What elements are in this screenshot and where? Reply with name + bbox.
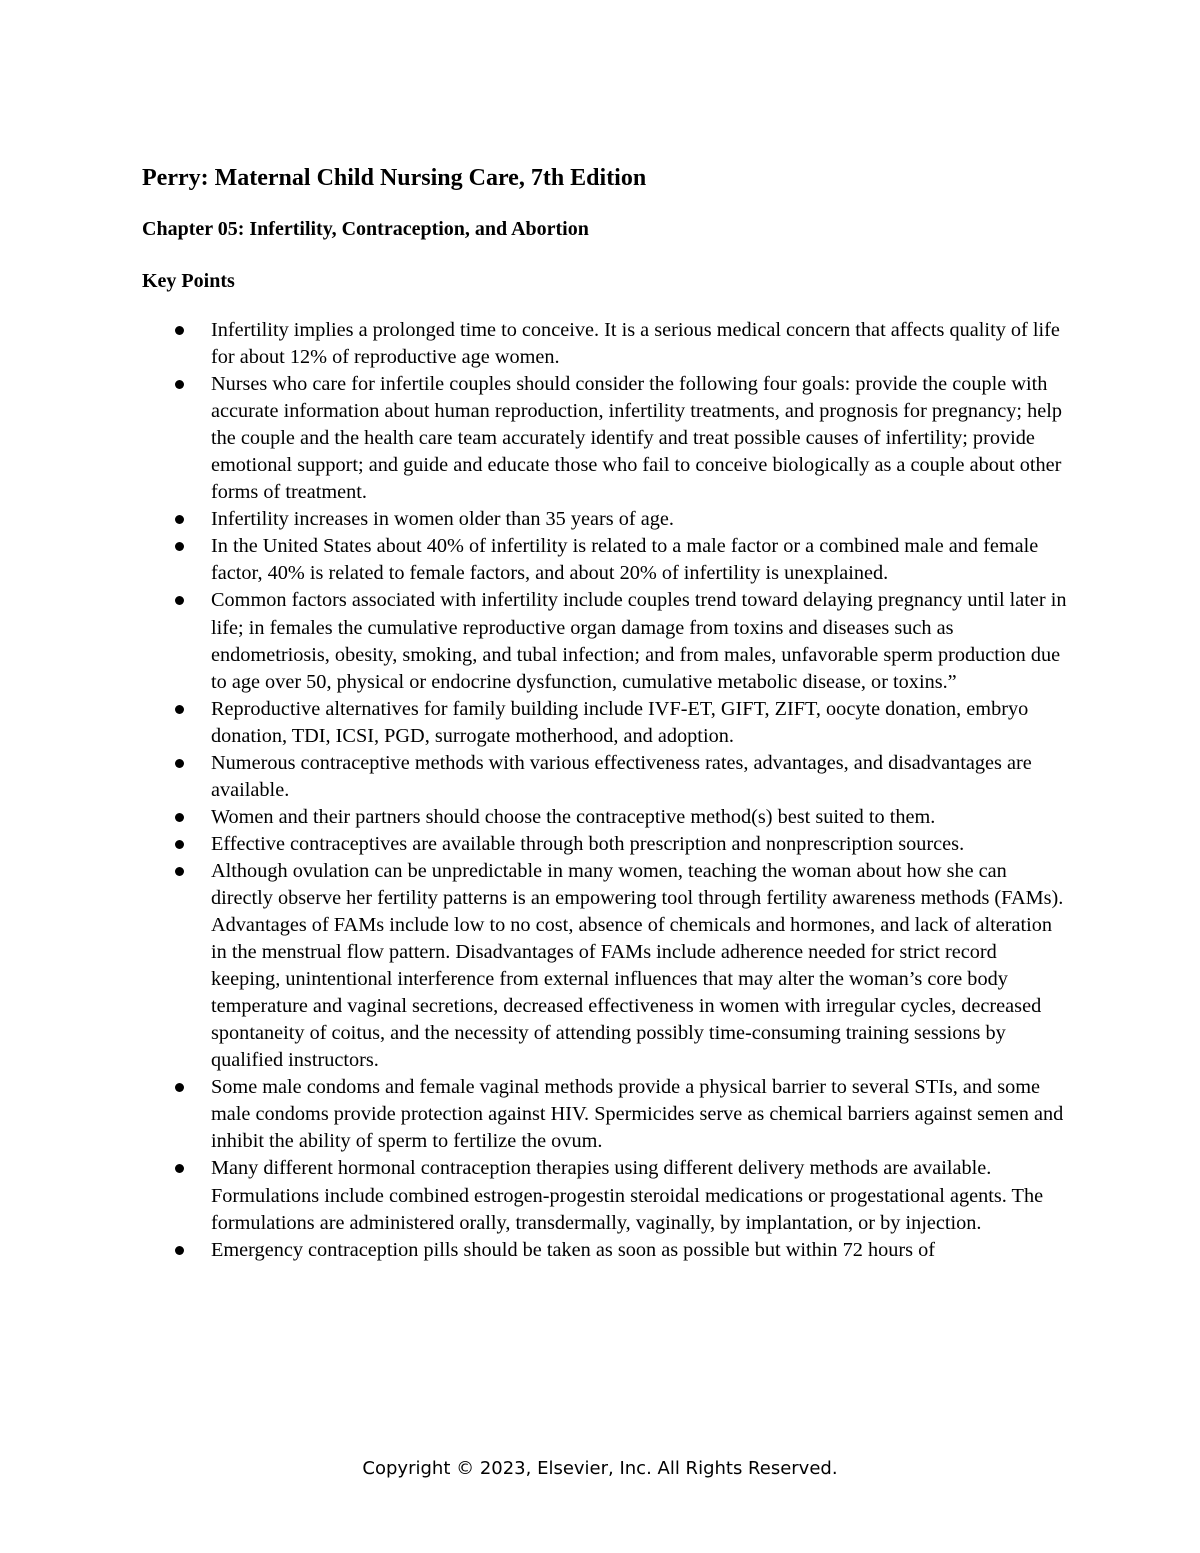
bullet-icon (175, 705, 184, 714)
key-point-text: Effective contraceptives are available through both prescription and nonprescription sources. (211, 832, 965, 855)
bullet-icon (175, 1083, 184, 1092)
bullet-icon (175, 813, 184, 822)
bullet-icon (175, 326, 184, 335)
bullet-icon (175, 596, 184, 605)
key-point-text: Nurses who care for infertile couples should consider the following four goals: provide the couple with accurate information about human reproduction, infertility treatments, and prognosis for pregnancy; help the couple and the health care team accurately identify and treat possible causes of infertility; provide emotional support; and guide and educate those who fail to conceive biologically as a couple about other forms of treatment. (211, 373, 1062, 504)
key-point-item (211, 750, 1069, 804)
bullet-icon (175, 840, 184, 849)
key-point-item (211, 533, 1069, 587)
key-point-text: Common factors associated with infertility include couples trend toward delaying pregnancy until later in life; in females the cumulative reproductive organ damage from toxins and diseases such as endometriosis, obesity, smoking, and tubal infection; and from males, unfavorable sperm production due to age over 50, physical or endocrine dysfunction, cumulative metabolic disease, or toxins.” (211, 589, 1067, 693)
key-point-text: Although ovulation can be unpredictable in many women, teaching the woman about how she can directly observe her fertility patterns is an empowering tool through fertility awareness methods (FAMs). Advantages of FAMs include low to no cost, absence of chemicals and hormones, and lack of alteration in the menstrual flow pattern. Disadvantages of FAMs include adherence needed for strict record keeping, unintentional interference from external influences that may alter the woman’s core body temperature and vaginal secretions, decreased effectiveness in women with irregular cycles, decreased spontaneity of coitus, and the necessity of attending possibly time-consuming training sessions by qualified instructors. (211, 859, 1064, 1072)
chapter-title: Chapter 05: Infertility, Contraception, and Abortion (142, 218, 589, 240)
key-point-item (211, 858, 1069, 1074)
book-title: Perry: Maternal Child Nursing Care, 7th Edition (142, 165, 647, 191)
key-point-item (211, 831, 1069, 858)
key-point-item (211, 587, 1069, 695)
bullet-icon (175, 759, 184, 768)
key-point-text: Infertility increases in women older than 35 years of age. (211, 508, 674, 531)
bullet-icon (175, 1164, 184, 1173)
key-point-item (211, 1237, 1069, 1264)
key-point-text: Numerous contraceptive methods with various effectiveness rates, advantages, and disadvantages are available. (211, 751, 1032, 801)
bullet-icon (175, 515, 184, 524)
bullet-icon (175, 1246, 184, 1255)
key-point-text: Women and their partners should choose the contraceptive method(s) best suited to them. (211, 805, 936, 828)
key-point-text: Some male condoms and female vaginal methods provide a physical barrier to several STIs, and some male condoms provide protection against HIV. Spermicides serve as chemical barriers against semen and inhibit the ability of sperm to fertilize the ovum. (211, 1076, 1064, 1153)
key-point-text: Reproductive alternatives for family building include IVF-ET, GIFT, ZIFT, oocyte donation, embryo donation, TDI, ICSI, PGD, surrogate motherhood, and adoption. (211, 697, 1029, 747)
key-point-text: In the United States about 40% of infertility is related to a male factor or a combined male and female factor, 40% is related to female factors, and about 20% of infertility is unexplained. (211, 535, 1039, 585)
bullet-icon (175, 542, 184, 551)
section-heading: Key Points (142, 270, 235, 292)
bullet-icon (175, 867, 184, 876)
key-point-item (211, 506, 1069, 533)
key-point-text: Infertility implies a prolonged time to conceive. It is a serious medical concern that affects quality of life for about 12% of reproductive age women. (211, 319, 1060, 369)
key-point-item (211, 1155, 1069, 1236)
bullet-icon (175, 380, 184, 389)
key-point-item (211, 317, 1069, 371)
copyright-footer: Copyright © 2023, Elsevier, Inc. All Rights Reserved. (362, 1458, 838, 1479)
key-point-item (211, 804, 1069, 831)
key-point-text: Emergency contraception pills should be taken as soon as possible but within 72 hours of (211, 1238, 935, 1261)
key-point-item (211, 371, 1069, 506)
key-points-list (211, 317, 1069, 1264)
key-point-item (211, 1074, 1069, 1155)
key-point-text: Many different hormonal contraception therapies using different delivery methods are available. Formulations include combined estrogen-progestin steroidal medications or progestational agents. The formulations are administered orally, transdermally, vaginally, by implantation, or by injection. (211, 1157, 1044, 1234)
key-point-item (211, 696, 1069, 750)
